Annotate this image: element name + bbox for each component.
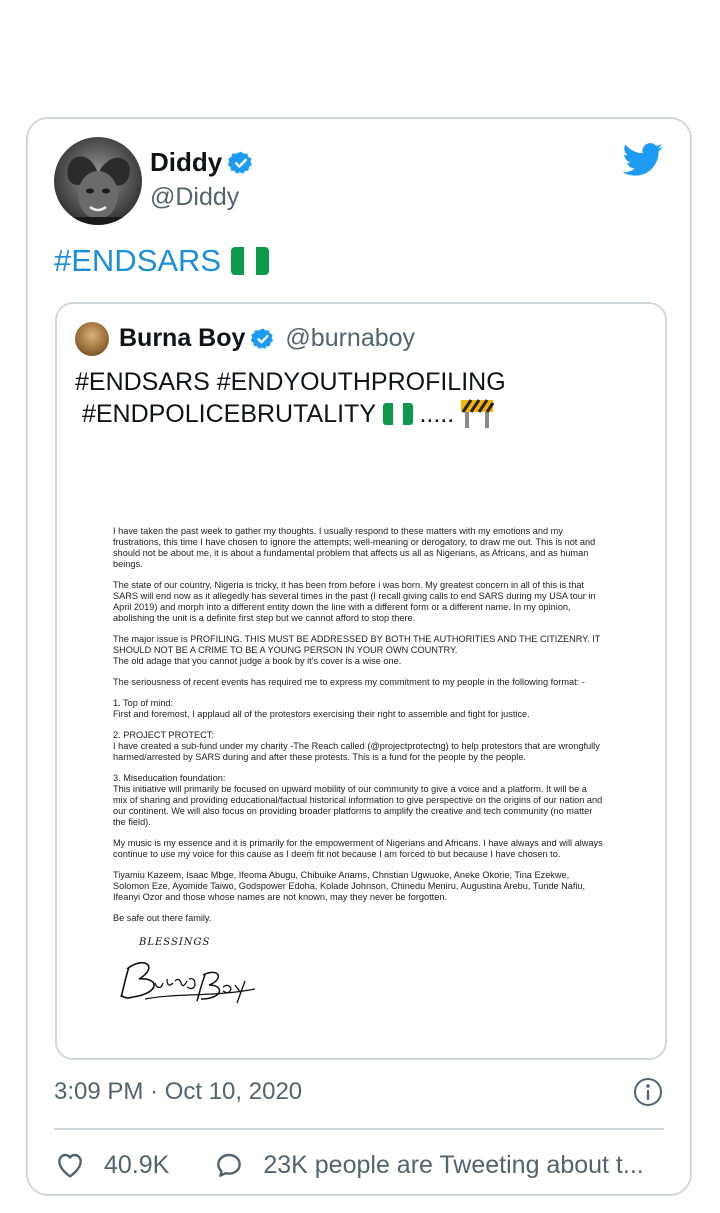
letter-paragraph: Tiyamiu Kazeem, Isaac Mbge, Ifeoma Abugu, Chibuike Anams, Christian Ugwuoke, Aneke Okorie, Tina Ezekwe, Solomon Eze, Ayomide Taiwo, Godspower Edoha, Kolade Johnson, Chinedu Meniru, Augustina Arebu, Tunde Nafiu, Ifeanyi Ozor and those whose names are not known, may they never be forgotten. xyxy=(113,870,586,902)
quoted-text-line1: #ENDSARS #ENDYOUTHPROFILING xyxy=(75,368,506,396)
conversation-link[interactable]: 23K people are Tweeting about t... xyxy=(263,1150,644,1179)
heart-icon[interactable] xyxy=(54,1149,86,1181)
quoted-text-line2: #ENDPOLICEBRUTALITY xyxy=(75,400,376,428)
tweet-text xyxy=(54,243,269,279)
letter-paragraph: Be safe out there family. xyxy=(113,913,212,923)
quoted-tweet-text xyxy=(75,366,506,430)
verified-badge-icon xyxy=(228,150,254,176)
nigeria-flag-icon xyxy=(383,403,413,425)
letter-paragraph: 1. Top of mind: First and foremost, I applaud all of the protestors exercising their right to assemble and fight for justice. xyxy=(113,698,530,719)
quoted-tweet-letter-image[interactable] xyxy=(113,526,603,934)
handwritten-signature xyxy=(115,949,265,1009)
author-avatar[interactable] xyxy=(54,137,142,225)
letter-paragraph: The major issue is PROFILING. THIS MUST BE ADDRESSED BY BOTH THE AUTHORITIES AND THE CITIZENRY. IT SHOULD NOT BE A CRIME TO BE A YOUNG PERSON IN YOUR OWN COUNTRY. The old adage that you cannot judge a book by it's cover is a wise one. xyxy=(113,634,601,666)
construction-barrier-icon xyxy=(460,398,494,428)
divider xyxy=(54,1128,664,1130)
quoted-text-suffix: ..... xyxy=(412,400,455,428)
like-count[interactable]: 40.9K xyxy=(104,1150,170,1179)
quoted-author-display-name[interactable]: Burna Boy xyxy=(119,324,246,352)
tweet-actions xyxy=(54,1149,658,1181)
tweet-timestamp[interactable]: 3:09 PM · Oct 10, 2020 xyxy=(54,1078,303,1105)
twitter-bird-icon[interactable] xyxy=(622,143,664,177)
reply-bubble-icon[interactable] xyxy=(213,1149,245,1181)
avatar-photo-icon xyxy=(54,137,142,225)
nigeria-flag-icon xyxy=(231,247,269,275)
quoted-tweet[interactable] xyxy=(55,302,667,1060)
letter-paragraph: I have taken the past week to gather my thoughts. I usually respond to these matters with my emotions and my frustrations, this time I have chosen to ignore the attempts; well-meaning or derogatory, to draw me out. This is not and should not be about me, it is about a fundamental problem that affects us all as Nigerians, as Africans, and as human beings. xyxy=(113,526,596,569)
verified-badge-icon xyxy=(251,327,275,351)
tweet-card[interactable] xyxy=(26,117,692,1196)
quoted-author-handle[interactable]: @burnaboy xyxy=(285,324,416,352)
letter-paragraph: 2. PROJECT PROTECT: I have created a sub-fund under my charity -The Reach called (@projectprotectng) to help protestors that are wrongfully harmed/arrested by SARS during and after these protests. This is a fund for the people by the people. xyxy=(113,730,600,762)
letter-paragraph: My music is my essence and it is primarily for the empowerment of Nigerians and Africans. I have always and will always continue to use my voice for this cause as I deem fit not because I am forced to but because I have chosen to. xyxy=(113,838,603,859)
hashtag-endsars-link[interactable]: #ENDSARS xyxy=(54,243,222,278)
quoted-author-avatar[interactable] xyxy=(75,322,109,356)
letter-paragraph: The seriousness of recent events has required me to express my commitment to my people in the following format: - xyxy=(113,677,585,687)
author-display-name[interactable]: Diddy xyxy=(150,147,223,177)
info-icon[interactable] xyxy=(632,1076,664,1108)
author-handle[interactable]: @Diddy xyxy=(150,183,240,211)
letter-signoff: BLESSINGS xyxy=(139,937,211,948)
letter-paragraph: 3. Miseducation foundation: This initiative will primarily be focused on upward mobility of our community to give a voice and a platform. It will be a mix of sharing and providing educational/factual historical information to give perspective on the origins of our nation and our continent. We will also focus on providing broader platforms to amplify the creative and tech community (no matter the field). xyxy=(113,773,603,827)
letter-paragraph: The state of our country, Nigeria is tricky, it has been from before i was born. My greatest concern in all of this is that SARS will end now as it allegedly has several times in the past (I recall giving calls to end SARS during my USA tour in April 2019) and morph into a different entity down the line with a different form or a different name. In my opinion, abolishing the unit is a definite first step but we cannot afford to stop there. xyxy=(113,580,596,623)
